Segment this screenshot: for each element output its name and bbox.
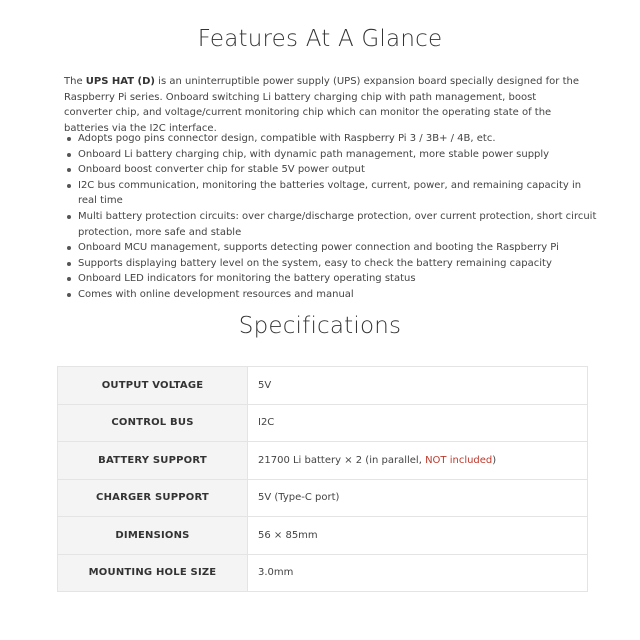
- spec-label: BATTERY SUPPORT: [58, 442, 248, 480]
- feature-item: Onboard boost converter chip for stable 5V power output: [78, 162, 598, 178]
- spec-value-suffix: ): [492, 454, 497, 466]
- feature-item: Onboard Li battery charging chip, with dynamic path management, more stable power supply: [78, 147, 598, 163]
- spec-label: OUTPUT VOLTAGE: [58, 367, 248, 405]
- spec-label: DIMENSIONS: [58, 517, 248, 555]
- table-row: [58, 442, 588, 480]
- feature-item: Adopts pogo pins connector design, compatible with Raspberry Pi 3 / 3B+ / 4B, etc.: [78, 131, 598, 147]
- features-list: [64, 131, 598, 303]
- feature-item: I2C bus communication, monitoring the batteries voltage, current, power, and remaining capacity in real time: [78, 178, 598, 209]
- product-name: UPS HAT (D): [85, 76, 155, 87]
- intro-paragraph: [64, 74, 584, 136]
- table-row: [58, 479, 588, 517]
- specifications-title: Specifications: [238, 313, 402, 339]
- features-title: Features At A Glance: [197, 26, 443, 52]
- intro-text: is an uninterruptible power supply (UPS) expansion board specially designed for the Raspberry Pi series. Onboard switching Li battery charging chip with path management, boost converter chip, and voltage/current monitoring chip which can monitor the operating state of the batteries via the I2C interface.: [64, 76, 579, 134]
- not-included-note: NOT included: [425, 454, 493, 466]
- specifications-table: [57, 366, 588, 592]
- feature-item: Supports displaying battery level on the system, easy to check the battery remaining capacity: [78, 256, 598, 272]
- spec-label: CONTROL BUS: [58, 404, 248, 442]
- spec-value: I2C: [248, 404, 588, 442]
- spec-value: 56 × 85mm: [248, 517, 588, 555]
- spec-value-text: 21700 Li battery × 2 (in parallel,: [258, 454, 426, 466]
- table-row: [58, 517, 588, 555]
- feature-item: Onboard MCU management, supports detecting power connection and booting the Raspberry Pi: [78, 240, 598, 256]
- spec-value: 3.0mm: [248, 554, 588, 592]
- spec-value: 5V: [248, 367, 588, 405]
- table-row: [58, 367, 588, 405]
- spec-value: 5V (Type-C port): [248, 479, 588, 517]
- table-row: [58, 404, 588, 442]
- intro-prefix: The: [64, 76, 86, 87]
- spec-value: [248, 442, 588, 480]
- spec-label: CHARGER SUPPORT: [58, 479, 248, 517]
- spec-label: MOUNTING HOLE SIZE: [58, 554, 248, 592]
- feature-item: Onboard LED indicators for monitoring the battery operating status: [78, 271, 598, 287]
- table-row: [58, 554, 588, 592]
- feature-item: Multi battery protection circuits: over charge/discharge protection, over current protection, short circuit protection, more safe and stable: [78, 209, 598, 240]
- feature-item: Comes with online development resources and manual: [78, 287, 598, 303]
